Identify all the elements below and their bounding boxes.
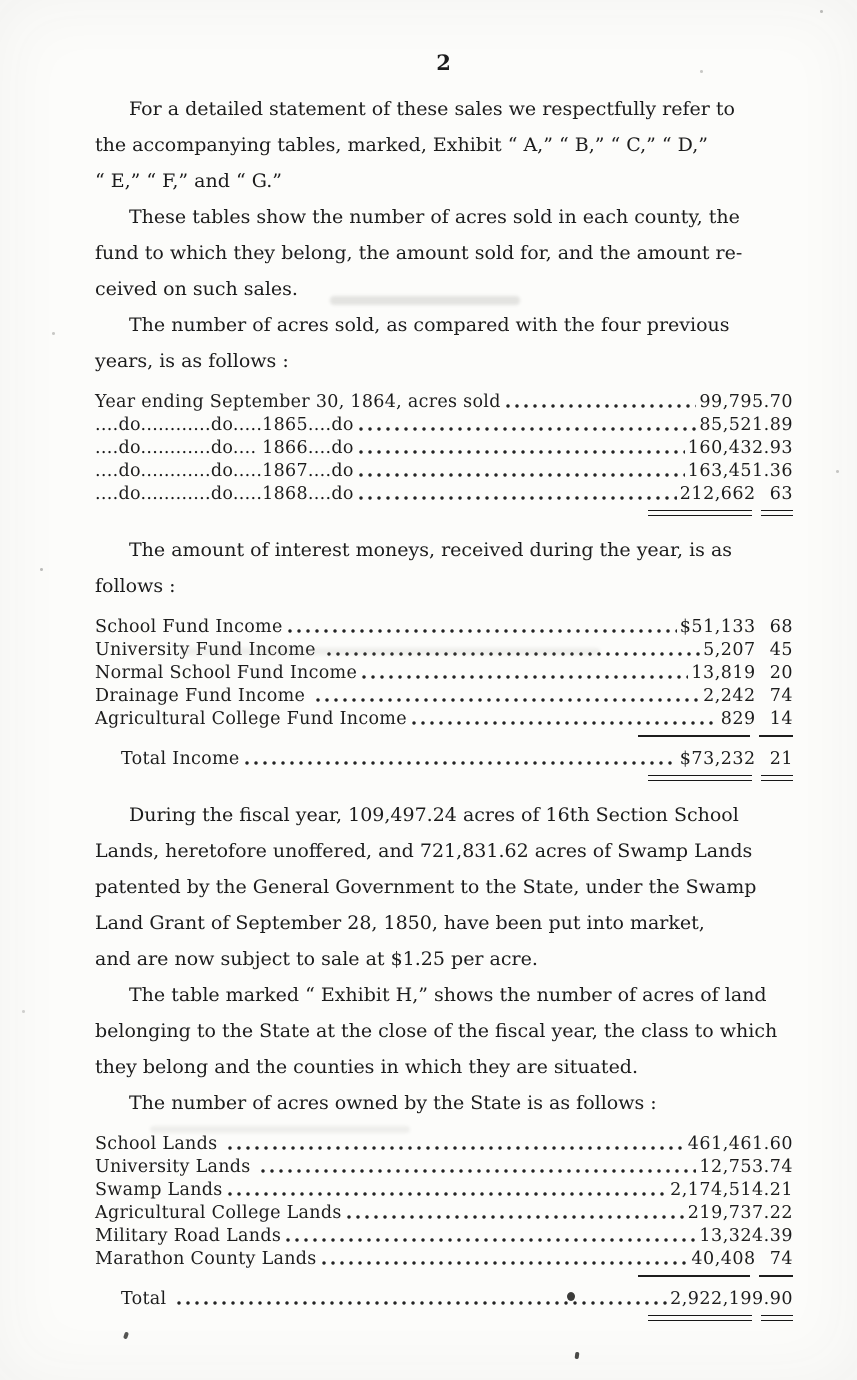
table-row: [95, 460, 793, 483]
scan-speck: [40, 568, 43, 571]
rule-segment: [761, 510, 793, 516]
rule-segment: [638, 1275, 750, 1277]
single-rule: [95, 1275, 793, 1277]
rule-segment: [759, 735, 793, 737]
double-rule: [95, 775, 793, 781]
paragraph-line: The table marked “ Exhibit H,” shows the number of acres of land: [129, 984, 767, 1006]
row-label: Total: [121, 1289, 173, 1309]
table-row: [95, 662, 793, 685]
dot-leader: [286, 626, 677, 635]
document-sections: [95, 91, 793, 1321]
row-value: 829 14: [720, 709, 793, 729]
rule-segment: [648, 510, 752, 516]
paragraph-line: These tables show the number of acres sold in each county, the: [129, 206, 740, 228]
rule-segment: [648, 1315, 752, 1321]
row-label: University Lands: [95, 1157, 257, 1177]
paragraph: [95, 91, 793, 199]
paragraph-line: fund to which they belong, the amount sold for, and the amount re-: [95, 242, 743, 264]
paragraph-line: Lands, heretofore unoffered, and 721,831.62 acres of Swamp Lands: [95, 840, 753, 862]
paragraph-line: they belong and the counties in which they are situated.: [95, 1056, 639, 1078]
paragraph-line: follows :: [95, 575, 176, 597]
table-row: [95, 437, 793, 460]
dot-leader: [226, 1189, 668, 1198]
rule-segment: [761, 775, 793, 781]
paragraph-line: The number of acres owned by the State is as follows :: [129, 1092, 657, 1114]
paragraph: [95, 977, 793, 1085]
row-value: 160,432.93: [687, 438, 793, 458]
row-value: 163,451.36: [687, 461, 793, 481]
row-value: 13,819 20: [691, 663, 793, 683]
paragraph-line: years, is as follows :: [95, 350, 289, 372]
row-value: 2,242 74: [703, 686, 793, 706]
row-value: 461,461.60: [687, 1134, 793, 1154]
row-label: University Fund Income: [95, 640, 322, 660]
table-row: [95, 483, 793, 506]
paragraph-line: “ E,” “ F,” and “ G.”: [95, 170, 282, 192]
scan-speck: [567, 1292, 575, 1301]
table-row: [95, 1248, 793, 1271]
leader-table-interest-income: [95, 616, 793, 781]
table-row: [95, 1179, 793, 1202]
scan-speck: [123, 1332, 129, 1340]
dot-leader: [410, 718, 718, 727]
row-label: Military Road Lands: [95, 1226, 282, 1246]
dot-leader: [314, 695, 700, 704]
double-rule: [95, 510, 793, 516]
dot-leader: [226, 1143, 685, 1152]
row-label: ....do............do.....1865....do: [95, 415, 354, 435]
paragraph: [95, 797, 793, 977]
dot-leader: [504, 401, 697, 410]
table-row: [95, 1202, 793, 1225]
row-label: ....do............do.....1867....do: [95, 461, 354, 481]
row-value: 99,795.70: [699, 392, 793, 412]
table-row: [95, 1133, 793, 1156]
page-number: 2: [436, 50, 452, 75]
table-row: [95, 708, 793, 731]
table-row: [95, 685, 793, 708]
paragraph-line: ceived on such sales.: [95, 278, 298, 300]
row-label: Drainage Fund Income: [95, 686, 312, 706]
rule-segment: [759, 1275, 793, 1277]
scan-smudge: [330, 296, 520, 305]
row-value: 219,737.22: [687, 1203, 793, 1223]
row-label: Agricultural College Lands: [95, 1203, 342, 1223]
paragraph-line: the accompanying tables, marked, Exhibit “ A,” “ B,” “ C,” “ D,”: [95, 134, 708, 156]
row-label: Marathon County Lands: [95, 1249, 317, 1269]
table-total-row: [95, 1288, 793, 1311]
table-row: [95, 616, 793, 639]
single-rule: [95, 735, 793, 737]
row-label: Year ending September 30, 1864, acres sold: [95, 392, 501, 412]
row-value: $73,232 21: [679, 749, 793, 769]
paragraph-line: Land Grant of September 28, 1850, have been put into market,: [95, 912, 705, 934]
row-value: 2,922,199.90: [670, 1289, 793, 1309]
scan-speck: [836, 470, 839, 473]
dot-leader: [175, 1298, 667, 1307]
row-value: 212,662 63: [679, 484, 793, 504]
dot-leader: [320, 1258, 689, 1267]
paragraph-line: belonging to the State at the close of the fiscal year, the class to which: [95, 1020, 778, 1042]
paragraph-line: For a detailed statement of these sales we respectfully refer to: [129, 98, 735, 120]
scan-speck: [700, 70, 703, 73]
row-label: Agricultural College Fund Income: [95, 709, 407, 729]
row-value: $51,133 68: [679, 617, 793, 637]
paragraph-line: During the fiscal year, 109,497.24 acres of 16th Section School: [129, 804, 739, 826]
row-label: ....do............do.... 1866....do: [95, 438, 354, 458]
dot-leader: [357, 424, 697, 433]
scan-smudge: [180, 648, 600, 655]
dot-leader: [357, 447, 685, 456]
leader-table-acres-owned-by-state: [95, 1133, 793, 1321]
dot-leader: [345, 1212, 685, 1221]
row-label: School Fund Income: [95, 617, 283, 637]
row-label: Swamp Lands: [95, 1180, 223, 1200]
table-row: [95, 1156, 793, 1179]
row-label: Normal School Fund Income: [95, 663, 358, 683]
leader-table-acres-sold-by-year: [95, 391, 793, 516]
scan-speck: [52, 332, 55, 335]
row-label: School Lands: [95, 1134, 224, 1154]
scan-speck: [22, 1010, 25, 1013]
table-row: [95, 414, 793, 437]
double-rule: [95, 1315, 793, 1321]
row-value: 5,207 45: [703, 640, 793, 660]
scan-speck: [820, 10, 823, 13]
paragraph-line: and are now subject to sale at $1.25 per acre.: [95, 948, 538, 970]
table-total-row: [95, 748, 793, 771]
table-row: [95, 1225, 793, 1248]
dot-leader: [357, 493, 677, 502]
paragraph-line: The number of acres sold, as compared with the four previous: [129, 314, 730, 336]
paragraph-line: patented by the General Government to the State, under the Swamp: [95, 876, 757, 898]
dot-leader: [357, 470, 685, 479]
rule-segment: [648, 775, 752, 781]
rule-segment: [638, 735, 750, 737]
paragraph: [95, 307, 793, 379]
dot-leader: [259, 1166, 696, 1175]
row-value: 40,408 74: [691, 1249, 793, 1269]
row-label: ....do............do.....1868....do: [95, 484, 354, 504]
scan-smudge: [150, 1126, 410, 1133]
dot-leader: [284, 1235, 696, 1244]
dot-leader: [243, 758, 677, 767]
row-value: 13,324.39: [699, 1226, 793, 1246]
paragraph-line: The amount of interest moneys, received during the year, is as: [129, 539, 733, 561]
row-value: 85,521.89: [699, 415, 793, 435]
dot-leader: [360, 672, 688, 681]
row-label: Total Income: [121, 749, 240, 769]
scan-speck: [575, 1352, 580, 1359]
row-value: 12,753.74: [699, 1157, 793, 1177]
row-value: 2,174,514.21: [670, 1180, 793, 1200]
paragraph: [95, 532, 793, 604]
document-content: [95, 50, 793, 1337]
paragraph: [95, 199, 793, 307]
rule-segment: [761, 1315, 793, 1321]
paragraph: [95, 1085, 793, 1121]
table-row: [95, 391, 793, 414]
